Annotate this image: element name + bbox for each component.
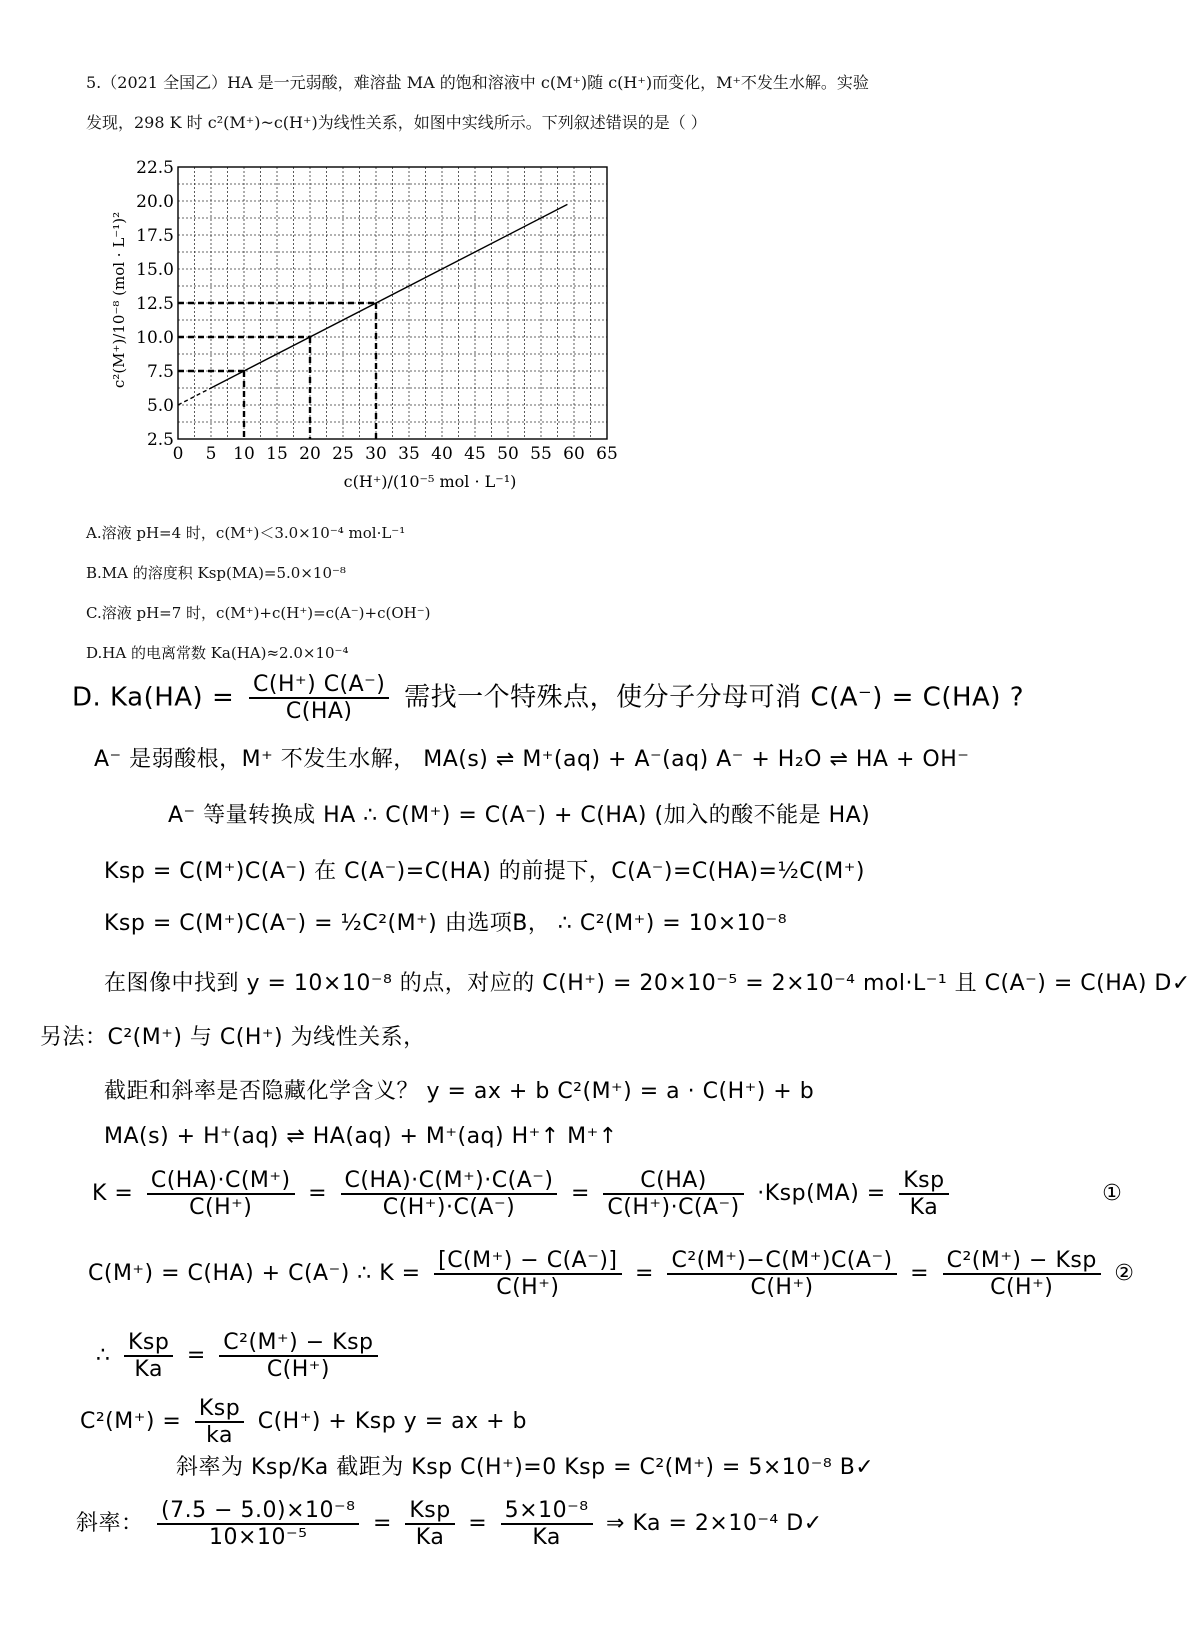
- note-linear-form: C(H⁺) + Ksp y = ax + b: [257, 1409, 528, 1434]
- chart-y-tick-label: 20.0: [136, 192, 174, 212]
- chart-x-tick-label: 15: [266, 444, 288, 464]
- note-ka-fraction: [249, 672, 389, 724]
- note-k-tail: ·Ksp(MA) =: [757, 1181, 886, 1206]
- note-mark-2: ②: [1114, 1261, 1135, 1286]
- note-k2-f1-num: [C(M⁺) − C(A⁻)]: [434, 1248, 621, 1275]
- note-equals: =: [372, 1511, 392, 1536]
- question-line-2: 发现，298 K 时 c²(M⁺)~c(H⁺)为线性关系，如图中实线所示。下列叙述错误的是（ ）: [86, 113, 707, 132]
- chart-x-tick-label: 65: [596, 444, 618, 464]
- note-ratio-num: Ksp: [124, 1330, 173, 1357]
- note-slope-label: 斜率：: [76, 1511, 144, 1536]
- chart-y-axis-label: c²(M⁺)/10⁻⁸ (mol · L⁻¹)²: [110, 211, 128, 389]
- note-k-fraction-3: [603, 1168, 743, 1220]
- note-k-f2-num: C(HA)·C(M⁺)·C(A⁻): [341, 1168, 558, 1195]
- note-line-3: A⁻ 等量转换成 HA ∴ C(M⁺) = C(A⁻) + C(HA) (加入的酸不能是 HA): [168, 803, 871, 828]
- note-k-f4-num: Ksp: [899, 1168, 948, 1195]
- chart-series-line: [211, 204, 567, 388]
- chart-x-tick-label: 0: [172, 444, 184, 464]
- note-ratio2-den: C(H⁺): [266, 1357, 330, 1382]
- note-equals: =: [570, 1181, 590, 1206]
- chart-y-tick-label: 15.0: [136, 260, 174, 280]
- note-ka-result: ⇒ Ka = 2×10⁻⁴ D✓: [606, 1511, 823, 1536]
- note-k-f4-den: Ka: [909, 1195, 939, 1220]
- note-ka-comment: 需找一个特殊点，使分子分母可消 C(A⁻) = C(HA) ?: [404, 682, 1025, 713]
- note-ratio2-num: C²(M⁺) − Ksp: [219, 1330, 377, 1357]
- note-line-10: [92, 1168, 1122, 1220]
- note-k2-fraction-3: [943, 1248, 1101, 1300]
- chart-x-tick-label: 30: [365, 444, 387, 464]
- note-line-2: A⁻ 是弱酸根，M⁺ 不发生水解， MA(s) ⇌ M⁺(aq) + A⁻(aq) A⁻ + H₂O ⇌ HA + OH⁻: [94, 747, 970, 772]
- note-therefore: ∴: [96, 1343, 111, 1368]
- chart-x-axis-label: c(H⁺)/(10⁻⁵ mol · L⁻¹): [343, 472, 517, 491]
- option-a: A.溶液 pH=4 时，c(M⁺)＜3.0×10⁻⁴ mol·L⁻¹: [86, 524, 406, 542]
- note-k2-label: C(M⁺) = C(HA) + C(A⁻) ∴ K =: [88, 1261, 421, 1286]
- note-equals: =: [186, 1343, 206, 1368]
- chart-x-tick-label: 40: [431, 444, 453, 464]
- note-line-15: [76, 1498, 823, 1550]
- note-k2-fraction-2: [667, 1248, 896, 1300]
- note-slope-calc-2-num: Ksp: [405, 1498, 454, 1525]
- note-equals: =: [308, 1181, 328, 1206]
- question-line-1: 5.（2021 全国乙）HA 是一元弱酸，难溶盐 MA 的饱和溶液中 c(M⁺)随 c(H⁺)而变化，M⁺不发生水解。实验: [86, 73, 869, 92]
- note-ratio-fraction-2: [219, 1330, 377, 1382]
- note-k-f3-den: C(H⁺)·C(A⁻): [607, 1195, 740, 1220]
- chart-x-tick-label: 45: [464, 444, 486, 464]
- note-line-13: [80, 1396, 527, 1448]
- note-line-12: [96, 1330, 384, 1382]
- note-slope-calc-2: [405, 1498, 454, 1550]
- solubility-chart: [100, 155, 640, 500]
- note-line-7: 另法：C²(M⁺) 与 C(H⁺) 为线性关系，: [40, 1025, 426, 1050]
- note-ka-denominator: C(HA): [285, 699, 353, 724]
- note-slope-den: ka: [206, 1423, 233, 1448]
- note-equals: =: [635, 1261, 654, 1286]
- chart-x-tick-label: 55: [530, 444, 552, 464]
- note-k-fraction-2: [341, 1168, 558, 1220]
- note-k2-f1-den: C(H⁺): [496, 1275, 560, 1300]
- note-k-f1-num: C(HA)·C(M⁺): [147, 1168, 295, 1195]
- note-k2-f3-num: C²(M⁺) − Ksp: [943, 1248, 1101, 1275]
- chart-x-tick-label: 10: [233, 444, 255, 464]
- note-slope-num: Ksp: [195, 1396, 244, 1423]
- note-k-fraction-1: [147, 1168, 295, 1220]
- chart-y-tick-label: 22.5: [136, 158, 174, 178]
- note-k-label: K =: [92, 1181, 134, 1206]
- note-k-f3-num: C(HA): [603, 1168, 743, 1195]
- chart-x-tick-label: 60: [563, 444, 585, 464]
- note-slope-calc-3-den: Ka: [532, 1525, 561, 1550]
- chart-y-tick-label: 12.5: [136, 294, 174, 314]
- note-ka-numerator: C(H⁺) C(A⁻): [249, 672, 389, 699]
- note-slope-calc-2-den: Ka: [415, 1525, 445, 1550]
- note-mark-1: ①: [1102, 1181, 1123, 1206]
- note-slope-fraction: [195, 1396, 244, 1448]
- note-k-fraction-4: [899, 1168, 948, 1220]
- note-line-9: MA(s) + H⁺(aq) ⇌ HA(aq) + M⁺(aq) H⁺↑ M⁺↑: [104, 1124, 618, 1149]
- note-slope-calc-3-num: 5×10⁻⁸: [501, 1498, 593, 1525]
- chart-x-tick-label: 50: [497, 444, 519, 464]
- note-equals: =: [910, 1261, 930, 1286]
- option-d: D.HA 的电离常数 Ka(HA)≈2.0×10⁻⁴: [86, 644, 349, 662]
- note-slope-calc-1-den: 10×10⁻⁵: [209, 1525, 308, 1550]
- note-k-f1-den: C(H⁺): [189, 1195, 253, 1220]
- note-line-5: Ksp = C(M⁺)C(A⁻) = ½C²(M⁺) 由选项B， ∴ C²(M⁺) = 10×10⁻⁸: [104, 911, 788, 936]
- chart-x-tick-label: 5: [205, 444, 217, 464]
- chart-x-tick-label: 35: [398, 444, 420, 464]
- note-line-4: Ksp = C(M⁺)C(A⁻) 在 C(A⁻)=C(HA) 的前提下，C(A⁻)=C(HA)=½C(M⁺): [104, 859, 865, 884]
- chart-y-tick-label: 17.5: [136, 226, 174, 246]
- chart-y-tick-label: 7.5: [146, 362, 174, 382]
- note-k2-fraction-1: [434, 1248, 621, 1300]
- chart-y-tick-label: 5.0: [146, 396, 174, 416]
- option-b: B.MA 的溶度积 Ksp(MA)=5.0×10⁻⁸: [86, 564, 346, 582]
- note-line-1: [72, 672, 1024, 724]
- note-line-8: 截距和斜率是否隐藏化学含义？ y = ax + b C²(M⁺) = a · C(H⁺) + b: [104, 1079, 815, 1104]
- note-k-f2-den: C(H⁺)·C(A⁻): [382, 1195, 516, 1220]
- note-line-6: 在图像中找到 y = 10×10⁻⁸ 的点，对应的 C(H⁺) = 20×10⁻⁵ = 2×10⁻⁴ mol·L⁻¹ 且 C(A⁻) = C(HA) D✓: [104, 971, 1191, 996]
- note-slope-calc-3: [501, 1498, 593, 1550]
- chart-x-tick-label: 25: [332, 444, 354, 464]
- note-line-11: [88, 1248, 1135, 1300]
- chart-x-tick-label: 20: [299, 444, 321, 464]
- note-ratio-den: Ka: [134, 1357, 163, 1382]
- chart-y-tick-label: 10.0: [136, 328, 174, 348]
- note-c2m-label: C²(M⁺) =: [80, 1409, 182, 1434]
- chart-y-tick-label: 2.5: [146, 430, 174, 450]
- note-k2-f2-den: C(H⁺): [750, 1275, 814, 1300]
- note-ka-label: D. Ka(HA) =: [72, 682, 235, 713]
- option-c: C.溶液 pH=7 时，c(M⁺)+c(H⁺)=c(A⁻)+c(OH⁻): [86, 604, 431, 622]
- note-ratio-fraction: [124, 1330, 173, 1382]
- note-line-14: 斜率为 Ksp/Ka 截距为 Ksp C(H⁺)=0 Ksp = C²(M⁺) = 5×10⁻⁸ B✓: [176, 1455, 875, 1480]
- note-k2-f2-num: C²(M⁺)−C(M⁺)C(A⁻): [667, 1248, 896, 1275]
- note-slope-calc-1-num: (7.5 − 5.0)×10⁻⁸: [157, 1498, 359, 1525]
- note-k2-f3-den: C(H⁺): [990, 1275, 1054, 1300]
- note-equals: =: [468, 1511, 488, 1536]
- note-slope-calc-1: [157, 1498, 359, 1550]
